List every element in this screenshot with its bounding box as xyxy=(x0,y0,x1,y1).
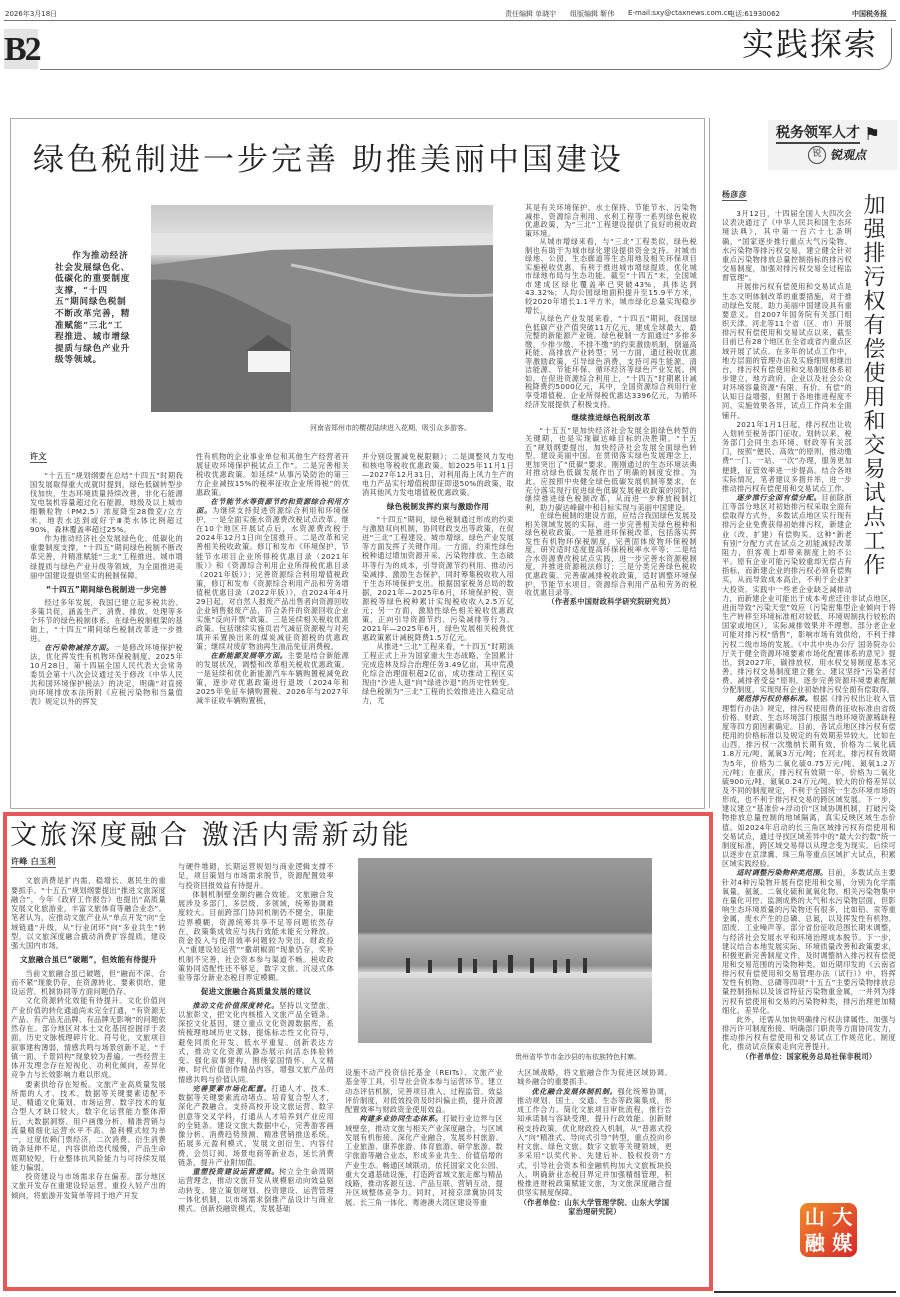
paragraph-lead: 在节能节水等资源节约和资源综合利用方面。 xyxy=(196,497,349,516)
editor: 责任编辑 单晓宇 xyxy=(505,10,557,18)
paragraph xyxy=(178,1001,334,1084)
paragraph: 体制机制壁垒制约融合效能。文旅融合发展涉及多部门、多层级、多领域，统筹协调难度较大。目前跨部门协同机制仍不健全，职能边界模糊，资源统筹共享不足等问题依然存在，政策集成效应与执行效能未能充分释放。资金投入与使用效率问题较为突出。财政投入“重建设轻运营”“撒胡椒面”现象仍存，奖补机制不完善，社会资本参与渠道不畅。税收政策协同适配性还不够足，数字文旅、沉浸式体验等部分新业态税目界定模糊。 xyxy=(178,889,334,982)
phone: 电话:61930062 xyxy=(728,10,780,18)
email: E-mail:sxy@ctaxnews.com.cn xyxy=(628,9,733,17)
author-affiliation: （作者单位：山东大学管理学院、山东大学国家治理研究院） xyxy=(519,1197,670,1216)
paragraph: 文化资源转化效能有待提升。文化价值向产业价值的转化通道尚未完全打通，“有资源无产品、有产品无品牌、有品牌无影响”的问题依然存在。部分地区对本土文化基因挖掘浮于表面，历史文脉梳理碎片化、符号化，文旅项目叙事建构薄弱，情感共鸣与场景创新不足，“千镇一面、千景同构”现象较为普遍。一些经营主体开发理念存在短视化、功利化倾向，差异化竞争力与长效影响力难以形成。 xyxy=(11,996,166,1080)
watermark-char: 媒 xyxy=(832,1231,853,1255)
paragraph-text: 坚持以文塑旅、以旅彰文，把文化内核植入文旅产品全链条。深挖文化基因，建立重点文化资源数据库，系统梳理地域历史文脉，提炼标志性文化符号，避免同质化开发、低水平重复。创新表达方式，推动文化资源从静态展示向活态体验转变。强化叙事建构，围绕家国情怀、人文精神、时代价值创作精品内容，增强文旅产品的情感共鸣与价值认同。 xyxy=(178,1000,334,1084)
paragraph: 开展排污权有偿使用和交易试点是生态文明体制改革的重要措施，对于推动绿色发展、助力美丽中国建设具有重要意义。自2007年国务院有关部门组织天津、河北等11个省（区、市）开展排污权有偿使用和交易试点以来，截至目前已有28个地区在全省或省内重点区域开展了试点。在多年的试点工作中，地方层面的管理办法及实施细则相继出台，排污权有偿使用和交易制度体系初步建立，地方政府、企业以及社会公众对环境容量资源“有限、有价、有偿”的认知日益增强，但囿于各地推进程度不同、实施效果各异，试点工作尚未全面铺开。 xyxy=(722,282,852,420)
paragraph-lead: 在新能源发展等方面。 xyxy=(210,651,288,661)
paragraph-continued: 与硬件堆砌，长期运营规划与商业逻辑支撑不足，项目策划与市场需求脱节，资源配置效率与投资回报效益有待提升。 xyxy=(178,862,334,890)
article2-body xyxy=(722,190,896,1061)
photo-caption: 河南省郑州市的樱花陆续进入花期，吸引众多游客。 xyxy=(310,424,471,432)
paragraph-text: 树立全生命周期运营理念，推动文旅开发从规模驱动向效益驱动转变。建立策划规划、投资建设、运营管理一体化机制，以市场需求倒推产品设计与商业模式。创新投融资模式，发展基础 xyxy=(178,1167,334,1213)
headline-spacer xyxy=(852,190,896,585)
paragraph: “十五五”是加快经济社会发展全面绿色转型的关键期，也是实现碳达峰目标的决胜期。“十五五”规划纲要提出，加快经济社会发展全面绿色转型，建设美丽中国。在贯彻落实绿色发展理念上，更加突出了“低碳”要求。刚刚通过的生态环境法典对推动绿色低碳发展作出了明确的制度安排。为此，应按照中央健全绿色低碳发展机制等要求，在充分落实现行促进绿色低碳发展税收政策的同时，继续推进绿色税制改革，从而进一步释放税制红利，助力碳达峰碳中和目标实现与美丽中国建设。 xyxy=(525,425,697,512)
paragraph-lead: 在污染物减排方面。 xyxy=(44,642,114,652)
paragraph-text: 打通人才、技术、数据等关键要素流动堵点。培育复合型人才，深化产教融合，支持高校开设文旅运营、数字创意等交叉学科，打通从人才培养到产业应用的全链条。建设文旅大数据中心，完善游客画像分析、消费趋势预测、精准营销推送系统。拓展多元盈利模式，发展文创衍生、内容付费、会员订阅、场景电商等新业态，延长消费链条，提升产业附加值。 xyxy=(178,1083,334,1167)
photo-caption: 贵州省毕节市金沙县的布依族特色村寨。 xyxy=(515,1053,641,1061)
paragraph xyxy=(722,694,896,868)
paragraph: 要素供给存在短板。文旅产业高质量发展所需的人才、技术、数据等关键要素适配不足，精通文化策划、市场运营、数字技术的复合型人才缺口较大。数字化运营能力整体滞后，大数据洞察、用户画像分析、精准营销与流量精细化运营水平不高。盈利模式较为单一，过度依赖门票经济，二次消费、衍生消费链条延伸不足，内容供给迭代缓慢，产品生命周期较短，行业整体抗风险能力与可持续发展能力偏弱。 xyxy=(11,1079,166,1172)
article-green-tax-headline: 绿色税制进一步完善 助推美丽中国建设 xyxy=(33,142,624,178)
watermark-char: 融 xyxy=(804,1231,825,1255)
subheading: 促进文旅融合高质量发展的建议 xyxy=(200,987,312,997)
article3-headline: 文旅深度融合 激活内需新动能 xyxy=(10,820,412,851)
paragraph: “十五五”规划纲要在总结“十四五”时期我国发展取得重大成就时提到，绿色低碳转型步伐加快，生态环境质量持续改善，非化石能源发电装机容量超过化石能源，地级及以上城市细颗粒物（PM2.5）浓度降至28微克/立方米，地表水达到或好于Ⅲ类水体比例超过90%，森林覆盖率超过25%。 xyxy=(30,471,183,535)
sharp-icon: 锐 xyxy=(808,146,826,164)
paragraph-lead: 重塑投资建设运营逻辑。 xyxy=(192,1167,280,1176)
paragraph-lead: 构建多业协同生态体系。 xyxy=(359,1114,443,1124)
column-logo xyxy=(768,120,898,170)
pull-quote: 作为推动经济社会发展绿色化、低碳化的重要制度支撑，“十四五”期间绿色税制不断改革完善，精准赋能“三北”工程推进、城市增绿提质与绿色产业升级等领域。 xyxy=(55,251,131,366)
paragraph-lead: 推动文化价值深度转化。 xyxy=(192,1000,280,1010)
article1-column-3 xyxy=(362,452,514,705)
lake-photo-illustration xyxy=(358,858,652,1043)
layout-editor: 组版编辑 靳伟 xyxy=(570,10,615,18)
paragraph xyxy=(30,643,183,706)
author-affiliation: （作者系中国财政科学研究院研究员） xyxy=(547,596,675,606)
paragraph-continued: 大区域战略，将文旅融合作为促进区域协调、城乡融合的重要抓手。 xyxy=(517,1068,672,1087)
paragraph: 3月12日，十四届全国人大四次会议表决通过了《中华人民共和国生态环境法典》，其中第一百六十七条明确，“国家逐步推行重点大气污染物、水污染物等排污权交易，建立健全针对重点污染物排放总量控制指标的排污权交易制度，加强对排污权交易全过程监督管理”。 xyxy=(722,209,852,283)
subheading: “十四五”期间绿色税制进一步完善 xyxy=(45,584,168,594)
shanda-media-watermark xyxy=(800,1203,857,1257)
section-rule xyxy=(40,69,880,70)
paragraph-lead: 完善要素市场化配置。 xyxy=(192,1083,272,1093)
article2-headline: 加强排污权有偿使用和交易试点工作 xyxy=(860,193,885,577)
paragraph: 文旅消费是扩内需、稳增长、惠民生的重要抓手。“十五五”规划纲要提出“推进文旅深度融合”，今年《政府工作报告》也提出“高质量发展文化旅游业，丰富文旅体育等融合业态”。笔者认为，应推动文旅产业从“单点开发”向“全域链通”升级，从“行业闭环”向“多业共生”转型，以文旅深度融合撬动消费扩容提质，建设强大国内市场。 xyxy=(11,876,166,950)
page-number: B2 xyxy=(4,31,40,68)
paragraph: 在绿色税制的建设方面，应结合我国绿色发展及相关领域发展的实际，进一步完善相关绿色税种和绿色税收政策。一是推进环保税改革，包括落实挥发性有机物环保税制度，完善固体废物环保税制度，研究适时适度提高环保税税率水平等；二是结合水资源费改税试点实践，进一步完善水资源税制度，并推进资源税法修订；三是分类完善绿色税收优惠政策。完善碳减排税收政策，适时调整环境保护、节能节水项目、资源综合利用产品和劳务的税收优惠目录等。 xyxy=(525,511,697,598)
paragraph: 当前文旅融合虽已破题，但“融而不深、合而不紧”现象仍存，在资源转化、要素供给、建设运营、机制协同等方面问题仍存。 xyxy=(11,968,166,996)
paragraph: 经过多年发展，我国已建立起多税共治、多策共促，涵盖生产、消费、排放、处理等多个环节的绿色税制体系。在绿色税制框架的基础上，“十四五”期间绿色税制改革进一步推进。 xyxy=(30,597,183,643)
column-divider xyxy=(709,118,710,808)
paragraph-lead: 逐步推行全面有偿分配。 xyxy=(736,493,822,502)
paragraph-text: 根据《排污权出让收入管理暂行办法》规定，排污权使用费的征收标准由省级价格、财政、生态环境部门根据当地环境资源稀缺程度等四方面因素确定。目前，各试点地区排污权有偿使用的价格标准以及规定的有效期差异较大。比如在山西，排污权一次缴纳长期有效，价格为二氧化硫1.8万元/吨、氮氧3万元/吨；在河北，排污权有效期为5年，价格为二氧化硫0.75万元/吨、氮氧1.2万元/吨；在重庆，排污权有效期一年，价格为二氧化硫900元/吨、氮氧0.24万元/吨。较大的价格差异以及不同的制度规定，不利于全国统一生态环境市场的形成，也不利于排污权交易的跨区域发展。下一步，建议建立“基准价+浮动价”区域协调机制，打破污染物排放总量控制的地域隔离，真实反映区域生态价值。如2024年启动的长三角区域排污权有偿使用和交易试点，通过寻找区域差异中的“最大公约数”统一制度标准，跨区域交易得以从理念变为现实。后续可以逐步在京津冀、珠三角等重点区域扩大试点，积累区域实践经验。 xyxy=(722,694,896,869)
article1-column-2 xyxy=(196,452,349,705)
paragraph: 从推进“三北”工程来看，“十四五”时期该工程正式上升为国家重大生态战略，全国累计完成造林及综合治理任务3.49亿亩，其中荒漠化综合治理面积超2亿亩，成功推动工程区实现由“沙进人退”向“绿进沙退”的历史性转变。绿色税制为“三北”工程的长效推进注入稳定动力，尤 xyxy=(362,641,514,706)
header-rule xyxy=(4,20,896,21)
watermark-char: 山 xyxy=(804,1205,825,1229)
subheading: 绿色税制发挥约束与激励作用 xyxy=(386,502,490,512)
issue-date: 2026年3月18日 xyxy=(5,10,58,18)
landscape-photo-illustration xyxy=(151,205,493,412)
section-rule-curve xyxy=(878,28,892,70)
subheading: 继续推进绿色税制改革 xyxy=(571,413,651,423)
paragraph: 投资建设与市场需求存在偏差。部分地区文旅开发存在重建设轻运营、重投入轻产出的倾向，将旅游开发简单等同于地产开发 xyxy=(11,1172,166,1200)
paragraph-lead: 适时调整污染物种类范围。 xyxy=(736,868,828,878)
paragraph xyxy=(196,497,349,651)
watermark-char: 大 xyxy=(832,1205,853,1229)
column-logo-subtitle: 锐观点 xyxy=(830,148,867,162)
paragraph xyxy=(178,1167,334,1213)
paragraph-lead: 优化融合发展体制机制。 xyxy=(531,1086,618,1096)
article1-column-4 xyxy=(525,204,697,606)
paragraph-continued: 性有机物的企业事业单位和其他生产经营者开展征收环境保护税试点工作”。二是完善相关税收优惠政策。如延续“从事污染防治的第三方企业减按15%的税率征收企业所得税”的优惠政策。 xyxy=(196,452,349,498)
subheading: 文旅融合虽已“破题”，但效能有待提升 xyxy=(20,955,157,965)
paragraph: 从城市增绿来看，与“三北”工程类似，绿色税制也有助于为城市绿化建设提供资金支持。对城市绿地、公园、生态廊道等生态用地及相关环保项目实施税收优惠，有利于推进城市增绿提质，优化城市绿地布局与生态功能。截至“十四五”末，全国城市建成区绿化覆盖率已突破43%，具体达到43.32%；人均公园绿地面积提升至15.9平方米，较2020年增长1.1平方米，城市绿化总量实现稳步增长。 xyxy=(525,237,697,315)
paragraph: 此外，还需从加快明确排污权法律属性、加强与排污许可制度衔接、明确部门职责等方面协同发力，推动排污权有偿使用和交易试点工作规范化、制度化，推动试点探索走向完善提升。 xyxy=(722,1014,896,1052)
photo-village-lake xyxy=(358,858,652,1043)
section-title: 实践探索 xyxy=(741,25,878,63)
article3-column-1 xyxy=(11,857,166,1200)
article3-column-4 xyxy=(517,1068,672,1216)
paragraph-text: 为继续支持促进资源综合利用和环境保护，一是全面实施水资源费改税试点改革。继在10个地区开展试点后，水资源费改税于2024年12月1日向全国推开。二是改革和完善相关税收政策。修订和发布《环境保护、节能节水项目企业所得税优惠目录（2021年版）》和《资源综合利用企业所得税优惠目录（2021年版）》；完善资源综合利用增值税政策，修订和发布《资源综合利用产品和劳务增值税优惠目录（2022年版）》，自2024年4月29日起，对自然人报废产品出售者向资源回收企业销售报废产品，符合条件的资源回收企业实施“反向开票”政策。三是延续相关税收优惠政策。包括继续实施页岩气减征资源税与对充填开采置换出来的煤炭减征资源税的优惠政策；继续对废矿物油再生油品免征消费税。 xyxy=(196,506,349,651)
paragraph-text: 打破行业边界与区域壁垒，推动文旅与相关产业深度融合，与区域发展有机衔接。深化产业融合，发展乡村旅游、工业旅游、康养旅游、体育旅游、研学旅游、数字旅游等融合业态，形成多业共生、价值倍增的产业生态。畅通区域联动，依托国家文化公园、重大交通基础设施，打造跨省域文旅走廊与精品线路，推动客源互送、产品互联、营销互动，提升区域整体竞争力。同时，对接京津冀协同发展、长三角一体化、粤港澳大湾区建设等重 xyxy=(345,1114,503,1207)
article3-column-2 xyxy=(178,862,334,1213)
paragraph xyxy=(178,1084,334,1167)
photo-landscape xyxy=(151,205,493,412)
paragraph-continued: 设施不动产投资信托基金（REITs）、文旅产业基金等工具，引导社会资本参与运营环节。建立动态评估机制，完善项目准入、过程监管、效益评价制度，对低效投资及时纠偏止损，提升资源配置效率与财政资金使用效益。 xyxy=(345,1068,503,1114)
paragraph-continued: 其是有关环境保护、水土保持、节能节水、污染物减排、资源综合利用、水利工程等一系列绿色税收优惠政策，为“三北”工程建设提供了良好的税收政策环境。 xyxy=(525,203,697,238)
paragraph: 从绿色产业发展来看，“十四五”期间，我国绿色低碳产业产值突破11万亿元，建成全球最大、最完整的新能源产业链。绿色税制一方面通过“多排多缴、少排少缴、不排不缴”的约束激励机制，倒逼高耗能、高排放产业转型；另一方面，通过税收优惠等激励政策，引导绿色消费，支持可再生能源、清洁能源、节能环保、循环经济等绿色产业发展。例如，在促进资源综合利用上，“十四五”时期累计减税降费约5000亿元，其中，全国资源综合利用行业享受增值税、企业所得税优惠达3396亿元，为循环经济发展提供了积极支持。 xyxy=(525,314,697,409)
paragraph-text: 一是修改环境保护税法，优化挥发性有机物环保税制度。2025年10月28日，第十四届全国人民代表大会常务委员会第十八次会议通过关于修改《中华人民共和国环境保护税法》的决定，明确“对直接向环境排放本法所附《应税污染物和当量值表》规定以外的挥发 xyxy=(30,642,184,707)
paragraph: 作为推动经济社会发展绿色化、低碳化的重要制度支撑，“十四五”期间绿色税制不断改革完善，并精准赋能“三北”工程推进、城市增绿提质与绿色产业升级等领域，为全面推进美丽中国建设提供坚实的税制保障。 xyxy=(30,534,183,580)
article1-column-1 xyxy=(30,452,183,706)
paragraph xyxy=(517,1087,672,1198)
author-byline: 许峰 白玉利 xyxy=(11,857,56,868)
author-byline: 许文 xyxy=(30,452,47,463)
paragraph-text: 目前，多数试点主要针对4种污染物开展有偿使用和交易，分别为化学需氧量、氨氮、二氧化硫和氮氧化物。相关污染物集中在量化可控、监测成熟的大气和水污染物层面，但影响生态环境质量的污染物还有很多，比如铅、汞等重金属，废水产生的总磷、总氮，以及挥发性有机物、固废、工业噪声等。部分省份征收范围长期未调整，与经济社会发展水平和环境治理成本脱节。下一步，建议结合本地发展实际、环境质量改善和政策要求，积极更新完善制度文件，及时调整纳入排污权有偿使用和交易范围的污染物种类。如近期印发的《云南省排污权有偿使用和交易管理办法（试行）》中，将挥发性有机物、总磷等四项“十五五”主要污染物排放总量控制指标以及该省特征污染物重金属，一并列为排污权有偿使用和交易的污染物种类，排污治理更加精细化、差异化。 xyxy=(722,868,897,1015)
paragraph-text: 目前除浙江等部分地区对初始排污权采取全面有偿取得方式外，多数试点地区实行现有排污企业免费获得初始排污权，新建企业（改、扩建）有偿购买。这种“新老有别”分配方式在试点之初能减轻改革阻力，但客观上却带来制度上的不公平。原有企业可能污染较重却无偿占有指标，而新建企业的排污权必须有偿购买，从而导致成本高企，不利于企业扩大投资。实践中一些老企业缺乏减排动力，而新建企业可能出于成本考虑迁往非试点地区，进而导致“污染天堂”效应（污染密集型企业倾向于将生产转移至环境标准相对较低、环境规制执行较松的国家或地区），实际减排效果并不理想。部分老企业可能对排污权“惜售”，影响市场有效供给，不利于排污权二级市场的发展。《中共中央办公厅 国务院办公厅关于健全资源环境要素市场化配置体系的意见》提出，到2027年，碳排放权、用水权交易制度基本完善，排污权交易制度建立健全。建议坚持“污染者付费、减排者受益”原则，逐步完善资源环境要素配额分配制度，实现现有企业初始排污权全面有偿取得。 xyxy=(722,493,896,695)
paragraph xyxy=(196,651,349,705)
flag-icon: ⚑ xyxy=(864,124,881,145)
author-byline: 杨彦彦 xyxy=(722,190,747,201)
newspaper-name: 中国税务报 xyxy=(852,10,887,18)
paragraph xyxy=(722,868,896,1015)
paragraph-lead: 规范排污权价格标准。 xyxy=(736,694,813,704)
paragraph-text: 强化统筹协调，推动规划、国土、交通、生态等政策集成，形成工作合力。简化文旅项目审批流程，推行告知承诺制与容缺受理，提升行政效能。创新财税支持政策，优化财政投入机制，从“普惠式投入”向“精准式、导向式引导”转型，重点投向乡村文旅、绿色文旅、数字文旅等关键领域，更多采用“以奖代补、先建后补、股权投资”方式，引导社会资本和金融机构加大文旅板块投入。明确新业态税目界定并加强精细管理，积极推进财税政策赋能文旅，为文旅深度融合提供坚实制度保障。 xyxy=(517,1086,672,1198)
bottom-rule xyxy=(714,1291,896,1293)
paragraph: 2021年1月1日起，排污权出让收入划转至税务部门征收。划转以来，税务部门会同生态环境、财政等有关部门，按照“便民、高效”的原则，推动缴费“一门、一站、一次”办理，服务更加便捷，征管效率进一步提高。结合各地实际情况，笔者建议多措并举，进一步推动排污权有偿使用和交易试点工作。 xyxy=(722,419,852,493)
paragraph xyxy=(345,1114,503,1207)
paragraph-continued: 并分别设置减免税限额）；二是调整风力发电和核电等税收优惠政策。如2025年11月1日—2027年12月31日，对利用海上风力生产的电力产品实行增值税即征即退50%的政策，取消其他风力发电增值税优惠政策。 xyxy=(362,452,514,498)
column-logo-title: 税务领军人才 xyxy=(776,124,860,144)
article3-column-3 xyxy=(345,1068,503,1207)
paragraph-text: 主要是结合新能源的发展状况，调整和改革相关税收优惠政策。一是延续和优化新能源汽车车辆购置税减免政策，逐步对优惠政策进行退坡（2024年和2025年免征车辆购置税、2026年与2027年减半征收车辆购置税， xyxy=(196,651,349,706)
paragraph: “十四五”期间，绿色税制通过形成的约束与激励双向机制，协同财政支出等政策，在促进“三北”工程建设、城市增绿、绿色产业发展等方面发挥了关键作用。一方面，约束性绿色税种通过增加资源开采、污染物排放、生态破坏等行为的成本，引导资源节约利用、推动污染减排、激励生态保护，同时筹集税收收入用于生态环境保护支出。根据国家税务总局的数据，2021年—2025年6月，环境保护税、资源税等绿色税种累计实现税收收入2.5万亿元；另一方面，激励性绿色相关税收优惠政策，正向引导资源节约、污染减排等行为。2021年—2025年6月，绿色发展相关税费优惠政策累计减税降费1.5万亿元。 xyxy=(362,515,514,642)
author-affiliation: （作者单位：国家税务总局社保非税司） xyxy=(741,1051,877,1061)
